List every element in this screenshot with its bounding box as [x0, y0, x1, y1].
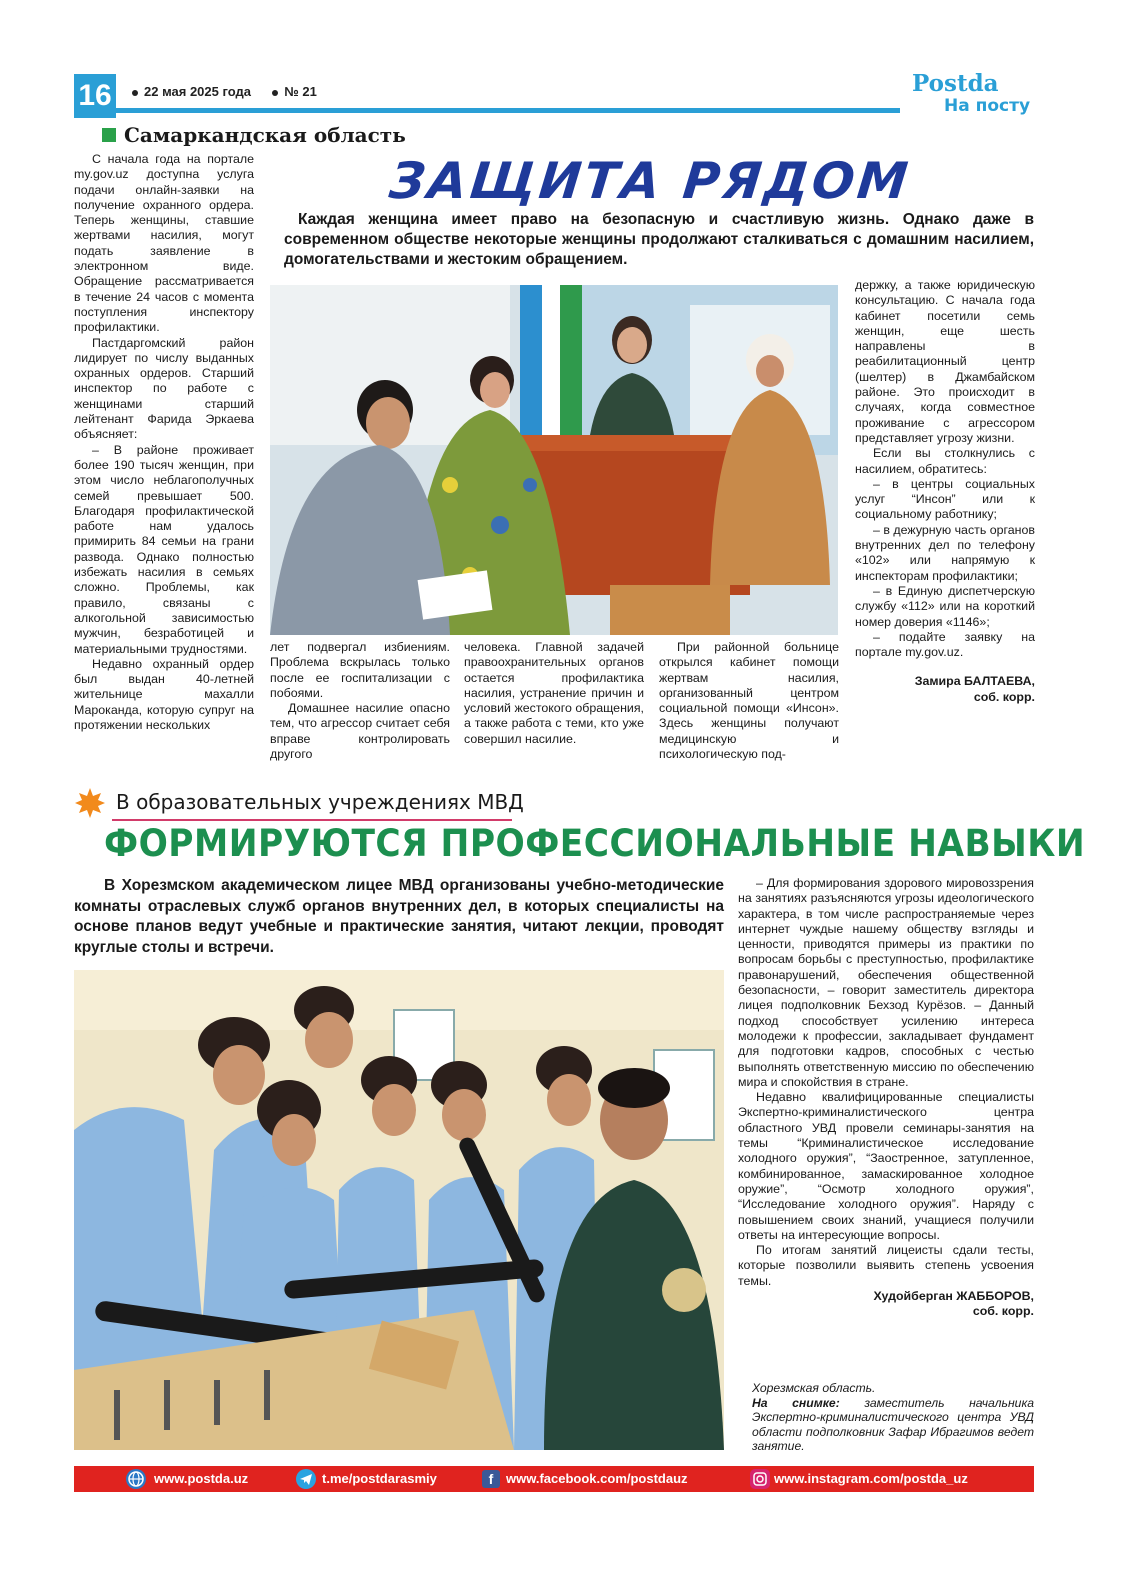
article1-column-1 — [74, 152, 254, 733]
footer-telegram-link[interactable]: t.me/postdarasmiy — [322, 1471, 437, 1486]
article2-kicker: В образовательных учреждениях МВД — [116, 790, 524, 814]
paragraph: – В районе проживает более 190 тысяч женщин, при этом число неблагополучных семей превышает 500. Благодаря профилактической работе нам удалось примирить 84 семьи на грани развода. Однако полностью избежать насилия в семьях сложно. Проблемы, как правило, связаны с алкогольной зависимостью мужчин, безработицей и материальными трудностями. — [74, 442, 254, 656]
logo-postda: Postda — [912, 70, 999, 97]
paragraph: С начала года на портале my.gov.uz доступна услуга подачи онлайн-заявки на получение охранного ордера. Теперь женщины, ставшие жертвами насилия, могут подать заявление в электронном виде. Обращение рассматривается в течение 24 часов с момента поступления инспектору профилактики. — [74, 152, 254, 335]
paragraph: – подайте заявку на портале my.gov.uz. — [855, 629, 1035, 660]
paragraph: Недавно квалифицированные специалисты Экспертно-криминалистического центра областного УВД провели семинары-занятия на темы “Криминалистическое исследование холодного оружия”, “Заостренное, затупленное, комбинированное, замаскированное холодное оружие”, “Осмотр холодного оружия”, “Исследование холодного оружия”. Наряду с повышением своих знаний, учащиеся получили ответы на интересующие вопросы. — [738, 1090, 1034, 1242]
footer-instagram-link[interactable]: www.instagram.com/postda_uz — [774, 1471, 968, 1486]
page-number: 16 — [74, 74, 116, 118]
article1-author-role: соб. корр. — [973, 689, 1035, 704]
article2-lead: В Хорезмском академическом лицее МВД организованы учебно-методические комнаты отраслевых служб органов внутренних дел, в которых специалисты на основе планов ведут учебные и практические занятия, читают лекции, проводят круглые столы и встречи. — [74, 877, 724, 956]
star-icon — [74, 787, 106, 819]
region-marker — [102, 128, 116, 142]
region-title: Самаркандская область — [124, 123, 406, 147]
article2-author-role: соб. корр. — [972, 1304, 1034, 1319]
caption-label: На снимке: — [752, 1395, 840, 1410]
caption-text: заместитель начальника Экспертно-криминалистического центра УВД области подполковник Зафар Ибрагимов ведет занятие. — [752, 1395, 1034, 1454]
office-scene-illustration — [270, 285, 838, 635]
paragraph: человека. Главной задачей правоохранительных органов остается профилактика насилия, устранение причин и условий жестокого обращения, а также работа с теми, кто уже совершил насилие. — [464, 640, 644, 746]
telegram-icon — [296, 1469, 316, 1489]
article1-lead: Каждая женщина имеет право на безопасную и счастливую жизнь. Однако даже в современном обществе некоторые женщины продолжают сталкиваться с домашним насилием, домогательствами и жестоким обращением. — [284, 211, 1034, 268]
instagram-icon — [750, 1469, 770, 1489]
paragraph: – в Единую диспетчерскую службу «112» или на короткий номер доверия «1146»; — [855, 583, 1035, 629]
article1-column-4 — [659, 640, 839, 762]
article1-column-2 — [270, 640, 450, 762]
globe-icon — [126, 1469, 146, 1489]
paragraph: По итогам занятий лицеисты сдали тесты, которые позволили выявить степень усвоения темы. — [738, 1243, 1034, 1288]
paragraph: Пастдаргомский район лидирует по числу выданных охранных ордеров. Старший инспектор по работе с женщинами старший лейтенант Фарида Эркаева объясняет: — [74, 335, 254, 442]
photo-caption — [752, 1381, 1034, 1454]
article1-photo — [270, 285, 838, 635]
article1-column-5 — [855, 278, 1035, 705]
bullet-icon — [272, 90, 278, 96]
kicker-underline — [112, 819, 512, 821]
paragraph: Недавно охранный ордер был выдан 40-летней жительнице махалли Мароканда, которую супруг на протяжении нескольких — [74, 656, 254, 732]
paragraph: – Для формирования здорового мировоззрения на занятиях разъясняются угрозы идеологического характера, в том числе распространяемые через интернет чуждые нашему обществу взгляды и ценности, приводятся примеры из практики по вопросам борьбы с преступностью, профилактике правонарушений, обеспечения общественной безопасности, – говорит заместитель директора лицея подполковник Бехзод Курёзов. – Данный подход способствует усилению интереса молодежи к профессии, закладывает фундамент для подготовки кадров, способных с честью выполнять ответственную миссию по обеспечению мира и спокойствия в стране. — [738, 876, 1034, 1089]
issue-date: 22 мая 2025 года — [144, 84, 251, 99]
bullet-icon — [132, 90, 138, 96]
article1-column-3 — [464, 640, 644, 747]
classroom-scene-illustration — [74, 970, 724, 1450]
logo-na-postu: На посту — [944, 96, 1031, 116]
paragraph: При районной больнице открылся кабинет помощи жертвам насилия, организованный центром социальной помощи «Инсон». Здесь женщины получают медицинскую и психологическую под- — [659, 640, 839, 762]
paragraph: лет подвергал избиениям. Проблема вскрылась только после ее госпитализации с побоями. — [270, 640, 450, 700]
article2-headline: ФОРМИРУЮТСЯ ПРОФЕССИОНАЛЬНЫЕ НАВЫКИ — [104, 822, 1086, 865]
article2-author: Худойберган ЖАББОРОВ, — [873, 1289, 1034, 1304]
facebook-icon: f — [482, 1470, 500, 1488]
paragraph: – в дежурную часть органов внутренних дел по телефону «102» или напрямую к инспекторам профилактики; — [855, 522, 1035, 583]
article1-headline: ЗАЩИТА РЯДОМ — [386, 152, 914, 210]
paragraph: держку, а также юридическую консультацию. С начала года кабинет посетили семь женщин, еще шесть направлены в реабилитационный центр (шелтер) в Джамбайском районе. Это происходит в случаях, когда совместное проживание с агрессором представляет угрозу жизни. — [855, 278, 1035, 445]
issue-number: № 21 — [284, 84, 317, 99]
paragraph: – в центры социальных услуг “Инсон” или к социальному работнику; — [855, 476, 1035, 522]
paragraph: Домашнее насилие опасно тем, что агрессор считает себя вправе контролировать другого — [270, 701, 450, 762]
footer-website-link[interactable]: www.postda.uz — [154, 1471, 249, 1486]
article1-author: Замира БАЛТАЕВА, — [914, 674, 1035, 689]
footer-facebook-link[interactable]: www.facebook.com/postdauz — [506, 1471, 688, 1486]
caption-region: Хорезмская область. — [752, 1381, 876, 1395]
article2-photo — [74, 970, 724, 1450]
header-rule — [116, 108, 900, 113]
paragraph: Если вы столкнулись с насилием, обратитесь: — [855, 446, 1035, 476]
issue-info — [132, 84, 317, 99]
article2-column — [738, 876, 1034, 1320]
